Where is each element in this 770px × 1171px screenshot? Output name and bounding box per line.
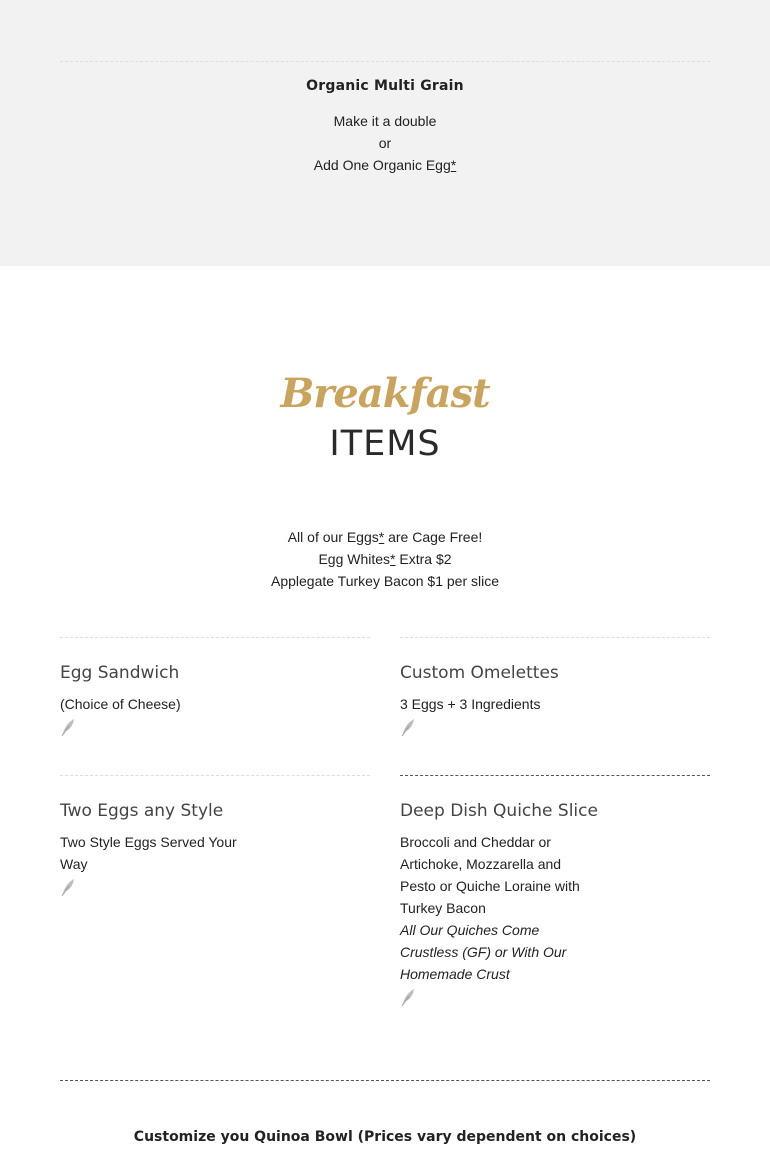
item-divider — [60, 637, 370, 638]
breakfast-script-heading: Breakfast — [280, 370, 490, 417]
top-menu-section — [0, 0, 770, 266]
menu-item-crust-note: All Our Quiches Come Crustless (GF) or With Our Homemade Crust — [400, 922, 567, 982]
menu-item-name: Custom Omelettes — [400, 663, 559, 683]
footnote-mark: * — [378, 529, 385, 545]
menu-item-description — [60, 831, 240, 897]
menu-item-name: Deep Dish Quiche Slice — [400, 801, 598, 821]
top-divider — [60, 61, 710, 62]
option-double: Make it a double — [333, 113, 437, 129]
note-egg-whites — [0, 548, 770, 570]
item-divider — [400, 775, 710, 776]
menu-item-description — [60, 693, 260, 737]
option-add-egg — [0, 154, 770, 176]
leaf-icon — [60, 717, 76, 737]
item-title-organic-multi-grain: Organic Multi Grain — [306, 78, 464, 94]
item-divider — [400, 637, 710, 638]
option-add-egg-text: Add One Organic Egg — [313, 157, 451, 173]
menu-item-name: Egg Sandwich — [60, 663, 180, 683]
item-divider — [60, 775, 370, 776]
footnote-mark: * — [390, 551, 396, 567]
leaf-icon — [400, 987, 416, 1007]
menu-item-description-text: (Choice of Cheese) — [60, 696, 181, 712]
menu-item-description — [400, 693, 600, 737]
menu-item-name: Two Eggs any Style — [60, 801, 224, 821]
note-cage-free — [0, 526, 770, 548]
menu-item-description — [400, 831, 600, 1007]
note-egg-whites-price: Extra $2 — [395, 551, 452, 567]
quinoa-bowl-title: Customize you Quinoa Bowl (Prices vary dependent on choices) — [133, 1129, 637, 1145]
bottom-divider — [60, 1080, 710, 1081]
footnote-mark: * — [450, 157, 457, 173]
note-cage-free-text-end: are Cage Free! — [384, 529, 483, 545]
menu-item-description-text: Broccoli and Cheddar or Artichoke, Mozzarella and Pesto or Quiche Loraine with Turkey Bacon — [400, 834, 580, 916]
breakfast-notes — [0, 526, 770, 592]
leaf-icon — [60, 877, 76, 897]
option-or: or — [378, 135, 392, 151]
menu-item-description-text: 3 Eggs + 3 Ingredients — [400, 696, 541, 712]
note-cage-free-text: All of our Eggs — [287, 529, 379, 545]
note-turkey-bacon: Applegate Turkey Bacon $1 per slice — [270, 573, 500, 589]
items-heading: ITEMS — [329, 424, 441, 464]
item-options — [0, 110, 770, 176]
note-egg-whites-text: Egg Whites — [318, 551, 391, 567]
leaf-icon — [400, 717, 416, 737]
menu-item-description-text: Two Style Eggs Served Your Way — [60, 834, 237, 872]
